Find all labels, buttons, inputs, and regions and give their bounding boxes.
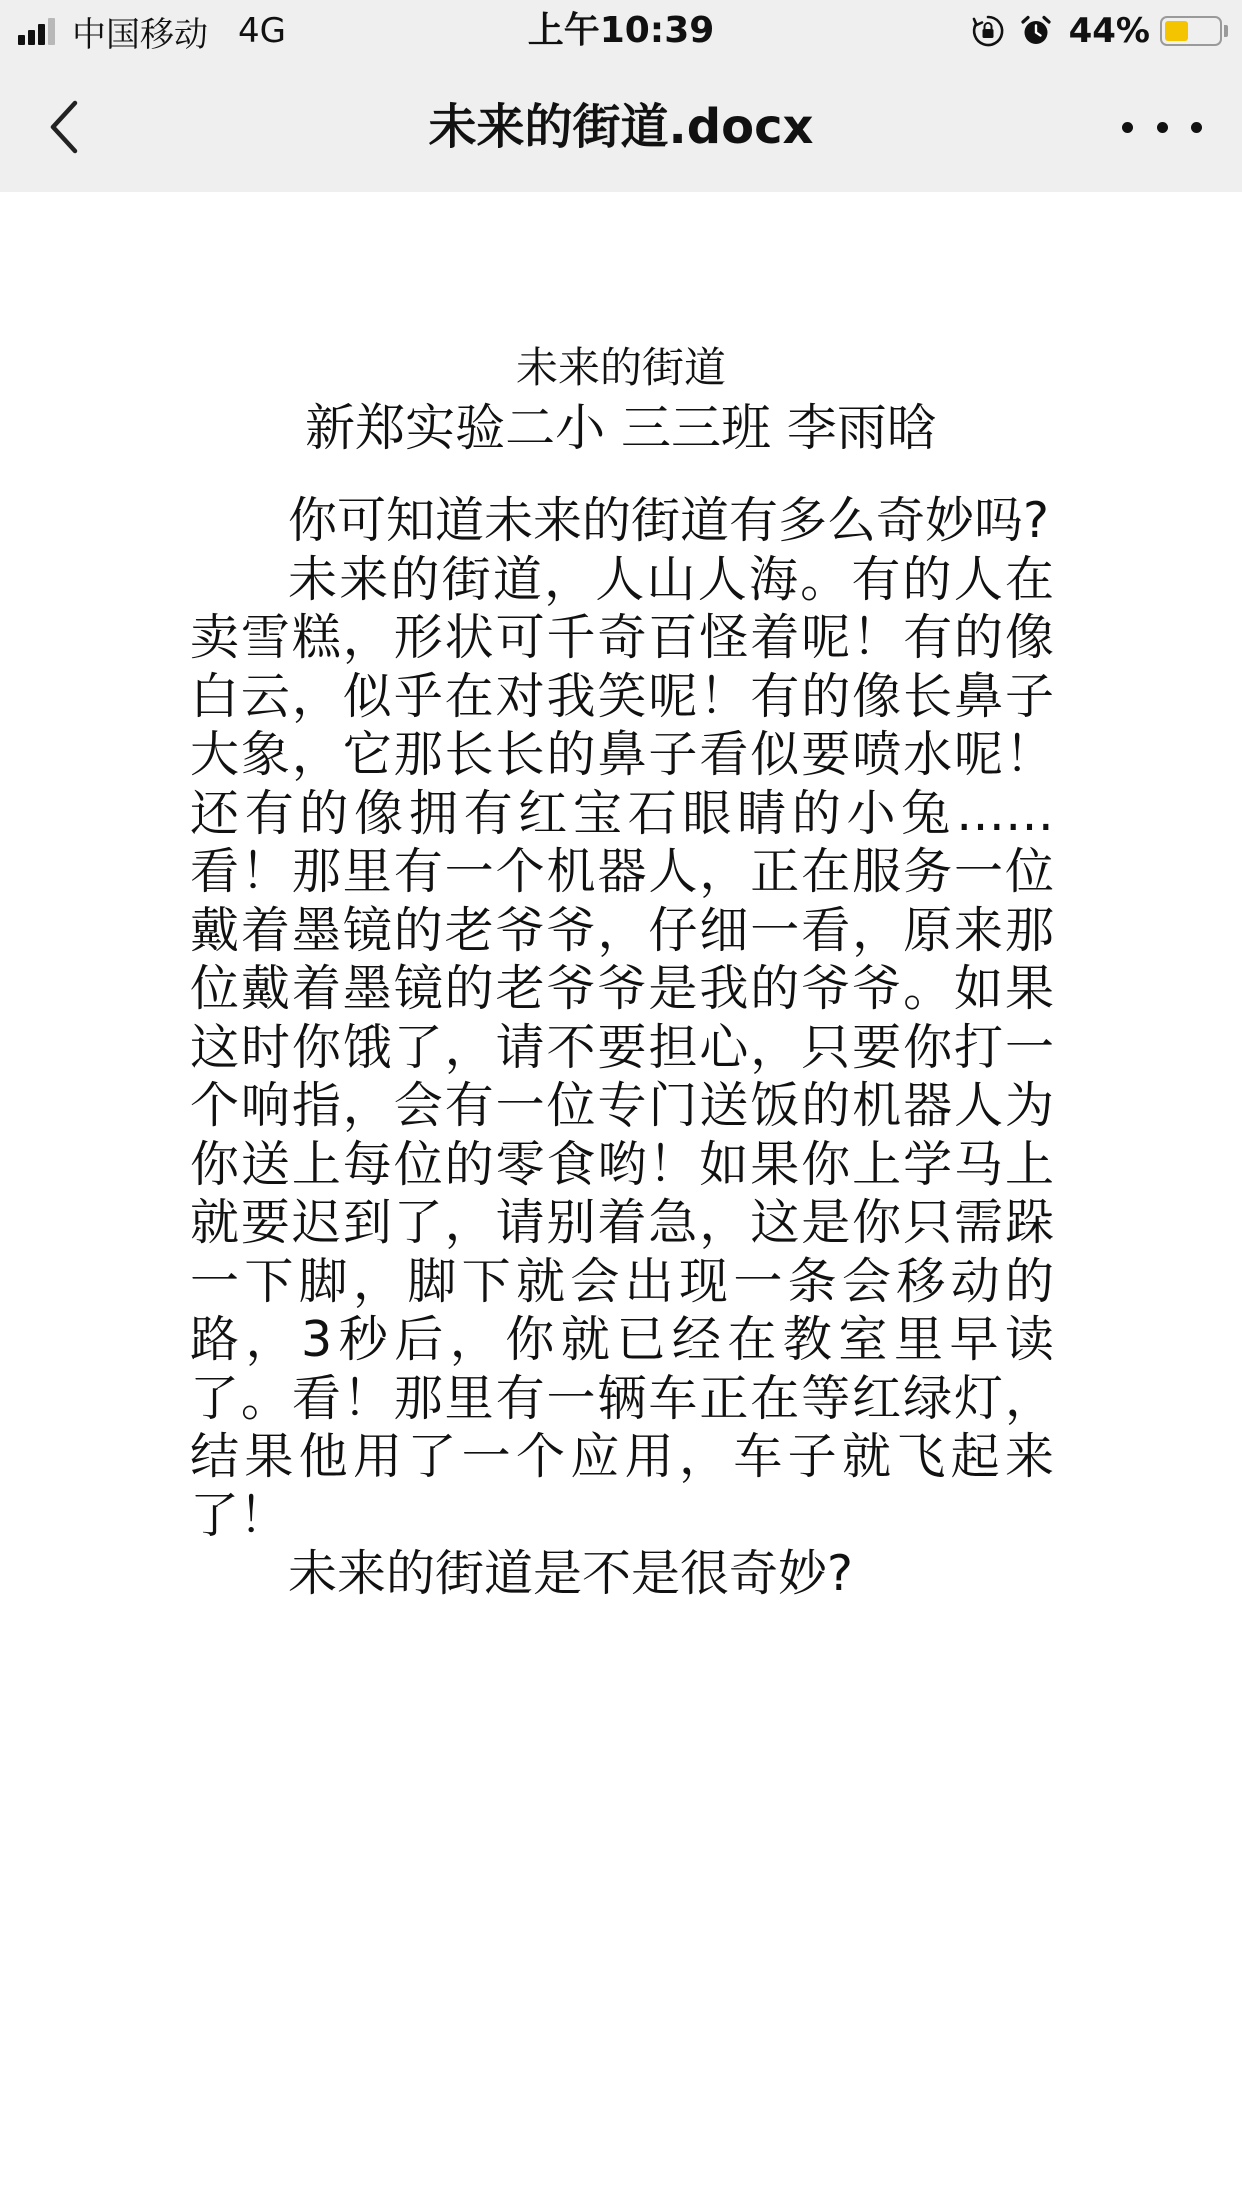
document-author-line: 新郑实验二小 三三班 李雨晗 xyxy=(305,399,937,457)
status-bar xyxy=(0,0,1242,62)
more-dots-icon xyxy=(1157,122,1168,133)
status-time: 上午10:39 xyxy=(527,10,715,51)
battery-tip xyxy=(1224,25,1228,37)
paragraph-intro: 你可知道未来的街道有多么奇妙吗? xyxy=(288,492,1050,549)
back-button[interactable] xyxy=(30,92,100,162)
carrier-name: 中国移动 xyxy=(72,14,208,55)
chevron-left-icon xyxy=(45,97,85,157)
paragraph-closing: 未来的街道是不是很奇妙? xyxy=(288,1545,854,1602)
more-dots-icon xyxy=(1122,122,1133,133)
navigation-bar xyxy=(0,62,1242,193)
network-type: 4G xyxy=(238,11,286,51)
status-right xyxy=(971,8,1228,54)
more-options-button[interactable] xyxy=(1122,102,1202,152)
rotation-lock-icon xyxy=(971,14,1005,48)
alarm-icon xyxy=(1019,14,1053,48)
paragraph-main: 未来的街道，人山人海。有的人在卖雪糕，形状可千奇百怪着呢！有的像白云，似乎在对我笑呢！有的像长鼻子大象，它那长长的鼻子看似要喷水呢！还有的像拥有红宝石眼睛的小兔……看！那里有一个机器人，正在服务一位戴着墨镜的老爷爷，仔细一看，原来那位戴着墨镜的老爷爷是我的爷爷。如果这时你饿了，请不要担心，只要你打一个响指，会有一位专门送饭的机器人为你送上每位的零食哟！如果你上学马上就要迟到了，请别着急，这是你只需跺一下脚，脚下就会出现一条会移动的路，3秒后，你就已经在教室里早读了。看！那里有一辆车正在等红绿灯，结果他用了一个应用，车子就飞起来了！ xyxy=(190,550,1054,1544)
document-filename-title: 未来的街道.docx xyxy=(428,99,814,155)
document-viewer[interactable] xyxy=(0,192,1242,2208)
battery-level xyxy=(1165,21,1188,41)
document-title: 未来的街道 xyxy=(515,343,726,392)
more-dots-icon xyxy=(1191,122,1202,133)
document-body xyxy=(190,492,1054,1604)
battery-icon xyxy=(1160,16,1222,46)
battery-percent: 44% xyxy=(1068,11,1150,51)
